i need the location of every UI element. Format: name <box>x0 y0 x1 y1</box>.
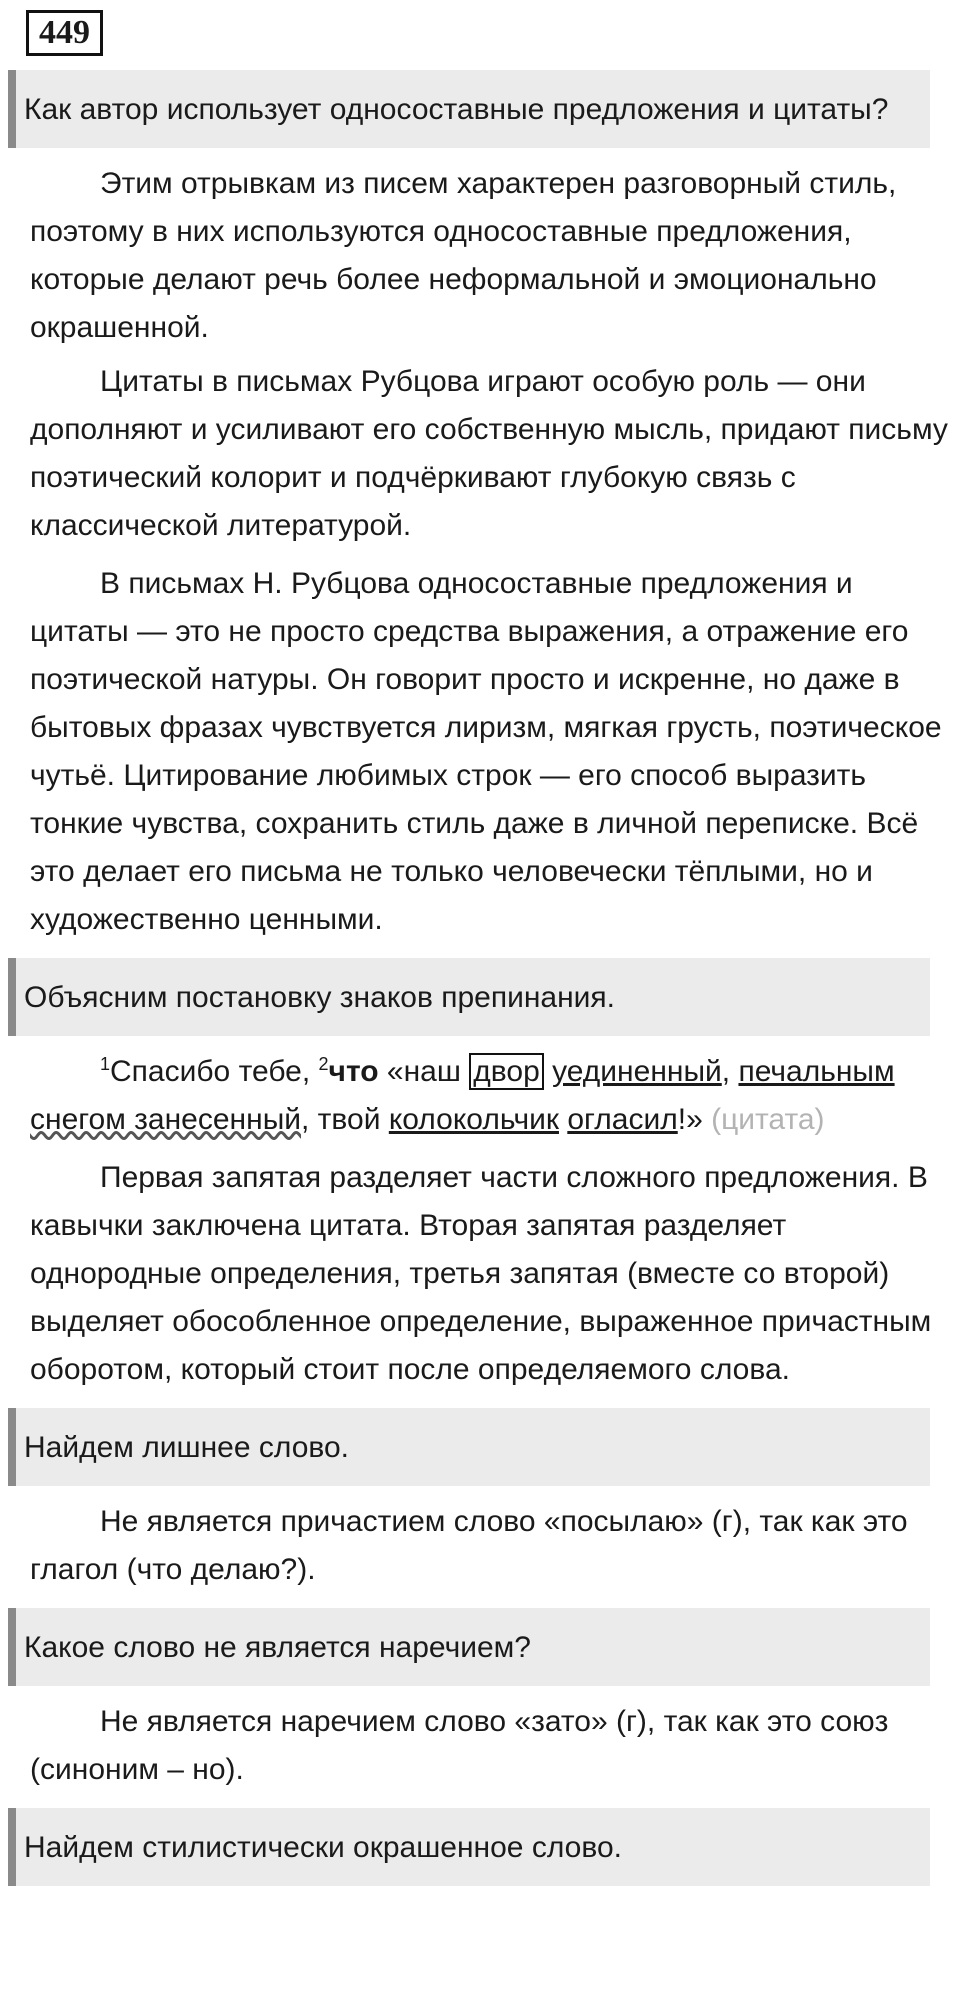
sentence-text <box>544 1055 552 1088</box>
subject-word: колокольчик <box>388 1103 559 1136</box>
attribute-word: уединенный <box>552 1055 722 1088</box>
defined-word: двор <box>469 1053 543 1090</box>
participial-phrase: снегом занесенный <box>30 1103 302 1136</box>
sentence-text: , твой <box>301 1103 389 1136</box>
sentence-part-marker-2: 2 <box>318 1054 329 1074</box>
answer-paragraph: Не является наречием слово «зато» (г), так как это союз (синоним – но). <box>30 1705 889 1786</box>
participial-phrase-word: печальным <box>738 1055 895 1088</box>
sentence-text: , <box>721 1055 739 1088</box>
answer-paragraph: Первая запятая разделяет части сложного предложения. В кавычки заключена цитата. Вторая запятая разделяет однородные определения, третья запятая (вместе со второй) выделяет обособленное определение, выраженное причастным оборотом, который стоит после определяемого слова. <box>30 1161 932 1386</box>
quote-note: (цитата) <box>702 1103 825 1136</box>
conjunction-word: что <box>328 1055 379 1088</box>
question-block-5: Найдем стилистически окрашенное слово. <box>8 1808 930 1886</box>
answer-paragraph: В письмах Н. Рубцова односоставные предложения и цитаты — это не просто средства выражения, а отражение его поэтической натуры. Он говорит просто и искренне, но даже в бытовых фразах чувствуется лиризм, мягкая грусть, поэтическое чутьё. Цитирование любимых строк — его способ выразить тонкие чувства, сохранить стиль даже в личной переписке. Всё это делает его письма не только человечески тёплыми, но и художественно ценными. <box>30 567 942 936</box>
predicate-word: огласил <box>567 1103 678 1136</box>
answer-paragraph: Не является причастием слово «посылаю» (г), так как это глагол (что делаю?). <box>30 1505 908 1586</box>
answer-block-2 <box>8 1036 960 1394</box>
question-block-3: Найдем лишнее слово. <box>8 1408 930 1486</box>
sentence-text: «наш <box>378 1055 470 1088</box>
sentence-text: Спасибо тебе, <box>110 1055 319 1088</box>
answer-block-1 <box>8 148 960 944</box>
sentence-part-marker-1: 1 <box>100 1054 111 1074</box>
question-block-1: Как автор использует односоставные предложения и цитаты? <box>8 70 930 148</box>
answer-block-3 <box>8 1486 960 1594</box>
answer-paragraph: Цитаты в письмах Рубцова играют особую роль — они дополняют и усиливают его собственную мысль, придают письму поэтический колорит и подчёркивают глубокую связь с классической литературой. <box>30 365 948 542</box>
parsed-sentence <box>30 1048 958 1144</box>
answer-paragraph: Этим отрывкам из писем характерен разговорный стиль, поэтому в них используются односоставные предложения, которые делают речь более неформальной и эмоционально окрашенной. <box>30 167 897 344</box>
question-block-2: Объясним постановку знаков препинания. <box>8 958 930 1036</box>
sentence-text: !» <box>677 1103 703 1136</box>
answer-block-4 <box>8 1686 960 1794</box>
question-block-4: Какое слово не является наречием? <box>8 1608 930 1686</box>
task-number: 449 <box>26 10 103 56</box>
